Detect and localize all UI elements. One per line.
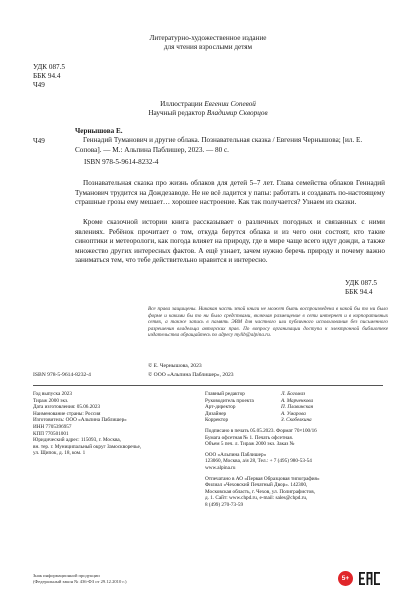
publisher-info-line: 123060, Москва, а/я 28, Тел.: + 7 (495) 980-53-54 bbox=[205, 458, 312, 465]
imprint-left bbox=[33, 391, 158, 457]
imprint-line: вн. тер. г. Муниципальный округ Замоскворечье, bbox=[33, 443, 142, 450]
info-product-note: Знак информационной продукции (Федеральный закон № 436-ФЗ от 29.12.2010 г.) bbox=[33, 573, 127, 584]
divider bbox=[33, 385, 383, 386]
bbk-code: ББК 94.4 bbox=[33, 72, 61, 80]
staff-row: Руководитель проекта А. Марченкова bbox=[205, 397, 314, 404]
illustrations-credit bbox=[0, 100, 416, 109]
author-sign-code: Ч49 bbox=[33, 81, 45, 89]
staff-row: Дизайнер А. Умарова bbox=[205, 410, 306, 417]
bib-author-code: Ч49 bbox=[33, 137, 45, 145]
imprint-line: ИНН 7705396957 bbox=[33, 423, 72, 430]
illustrator-name: Евгении Сопевой bbox=[204, 100, 256, 108]
imprint-line: Наименование страны: Россия bbox=[33, 410, 101, 417]
staff-row: Арт-директор П. Плавинская bbox=[205, 404, 314, 411]
printer-info-line: Филиал «Чеховский Печатный Двор». 142300, bbox=[205, 482, 308, 489]
publisher-website: www.alpina.ru bbox=[205, 464, 236, 471]
edition-type-line2: для чтения взрослыми детям bbox=[163, 43, 253, 51]
print-info-line: Бумага офсетная № 1. Печать офсетная. bbox=[205, 434, 294, 441]
isbn-bottom: ISBN 978-5-9614-8232-4 bbox=[33, 372, 91, 378]
imprint-line: ул. Щипок, д. 18, ком. 1 bbox=[33, 450, 86, 457]
imprint-line: Год выпуска 2023 bbox=[33, 391, 72, 397]
age-rating-badge: 5+ bbox=[338, 571, 353, 586]
eac-logo-icon bbox=[359, 572, 381, 585]
annotation-paragraph-1: Познавательная сказка про жизнь облаков для детей 5–7 лет. Глава семейства облаков Геннадий Туманович трудится на Дождезаводе. Не не всё ладится у папы: работать и создавать по-настоящему страшные грозы ему мешает… хорошее настроение. Как так получается? Узнаем из сказки. bbox=[75, 179, 385, 207]
imprint-line: Изготовитель: ООО «Альпина Паблишер» bbox=[33, 417, 127, 424]
printer-info-line: д. 1. Сайт: www.chpd.ru, e-mail: sales@chpd.ru, bbox=[205, 495, 308, 502]
illustrations-label: Иллюстрации bbox=[160, 100, 203, 108]
udk-code: УДК 087.5 bbox=[33, 63, 66, 71]
copyright-publisher: © ООО «Альпина Паблишер», 2023 bbox=[148, 372, 234, 378]
staff-row: Корректор З. Скобелкина bbox=[205, 417, 312, 424]
imprint-line: Тираж 2000 экз. bbox=[33, 397, 69, 404]
edition-type-line1: Литературно-художественное издание bbox=[149, 34, 267, 42]
imprint-line: Юридический адрес: 115093, г. Москва, bbox=[33, 437, 121, 444]
author-heading: Чернышова Е. bbox=[75, 127, 123, 135]
printer-info-line: Отпечатано в АО «Первая Образцовая типография» bbox=[205, 475, 320, 482]
imprint-line: Дата изготовления: 05.06.2023 bbox=[33, 404, 101, 411]
printer-info-line: Московская область, г. Чехов, ул. Полиграфистов, bbox=[205, 488, 315, 495]
udk-code-right: УДК 087.5 bbox=[345, 279, 378, 287]
bib-description: Геннадий Туманович и другие облака. Познавательная сказка / Евгения Чернышова; [ил. Е. Сопова]. — М.: Альпина Паблишер, 2023. — 80 с. bbox=[75, 136, 363, 154]
copyright-author: © Е. Чернышова, 2023 bbox=[148, 363, 202, 369]
bib-isbn: ISBN 978-5-9614-8232-4 bbox=[84, 158, 159, 166]
staff-row: Главный редактор Л. Богомаз bbox=[205, 391, 306, 397]
print-info-line: Объем 5 печ. л. Тираж 2000 экз. Заказ № bbox=[205, 441, 295, 448]
imprint-line: КПП 770501001 bbox=[33, 430, 69, 437]
bbk-code-right: ББК 94.4 bbox=[345, 288, 373, 296]
print-info-line: Подписано в печать 05.05.2023. Формат 70×100/16 bbox=[205, 427, 317, 434]
imprint-right bbox=[205, 391, 395, 509]
editor-label: Научный редактор bbox=[148, 109, 206, 117]
legal-notice: Все права защищены. Никакая часть этой книги не может быть воспроизведена в какой бы то ни было форме и какими бы то ни было средствами, включая размещение в сети интернет и в корпоративных сетях, а также запись в память ЭВМ для частного или публичного использования без письменного разрешения владельца авторских прав. По вопросу организации доступа к электронной библиотеке издательства обращайтесь по адресу mylib@alpina.ru. bbox=[148, 306, 388, 339]
publisher-info-line: ООО «Альпина Паблишер» bbox=[205, 451, 267, 458]
editor-name: Владимир Скворцов bbox=[206, 109, 268, 117]
scientific-editor-credit bbox=[0, 109, 416, 118]
annotation-paragraph-2: Кроме сказочной истории книга рассказывает о различных погодных и связанных с ними явлениях. Ребёнок прочитает о том, откуда берутся облака и из чего они состоят, кто такие синоптики и метеорологи, как погода влияет на природу, где в мире чаще всего идут дожди, а также множество других интересных фактов. А ещё узнает, зачем нужно беречь природу и почему важно заниматься тем, что тебе действительно нравится и интересно. bbox=[75, 218, 385, 265]
printer-info-line: 8 (499) 270-73-59 bbox=[205, 501, 244, 508]
